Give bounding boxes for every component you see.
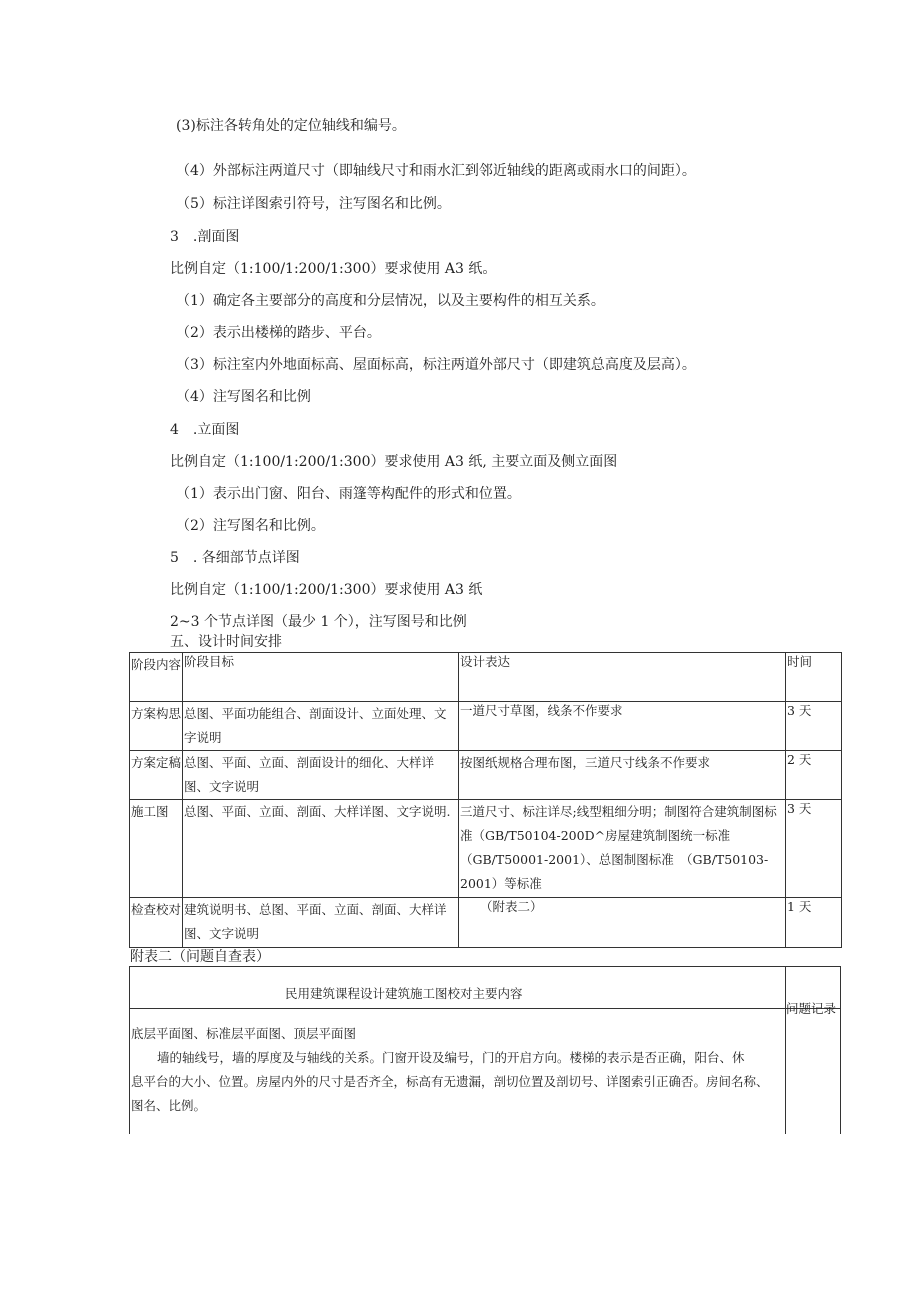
text-line: 比例自定（1:100/1:200/1:300）要求使用 A3 纸: [170, 582, 483, 598]
time-cell: 3 天: [786, 800, 842, 898]
stage-cell: 检查校对: [130, 898, 183, 948]
section-heading: 五、设计时间安排: [170, 634, 282, 650]
text-line: （1）表示出门窗、阳台、雨篷等构配件的形式和位置。: [176, 486, 521, 502]
text-line: （5）标注详图索引符号，注写图名和比例。: [176, 196, 451, 212]
section-heading: 4 .立面图: [170, 422, 240, 438]
table-row: [130, 898, 842, 948]
time-cell: 1 天: [786, 898, 842, 948]
expression-cell: （附表二）: [459, 898, 786, 948]
time-cell: 3 天: [786, 702, 842, 751]
stage-cell: 施工图: [130, 800, 183, 898]
goal-cell: 总图、平面功能组合、剖面设计、立面处理、文字说明: [183, 702, 459, 751]
expression-cell: 一道尺寸草图，线条不作要求: [459, 702, 786, 751]
appendix-title: 附表二（问题自查表）: [130, 949, 270, 965]
checklist-table: [129, 966, 841, 1134]
goal-cell: 总图、平面、立面、剖面、大样详图、文字说明.: [183, 800, 459, 898]
checklist-divider: [785, 966, 786, 1134]
checklist-section: 底层平面图、标准层平面图、顶层平面图: [131, 1026, 357, 1041]
text-line: （2）注写图名和比例。: [176, 518, 325, 534]
text-line: 比例自定（1:100/1:200/1:300）要求使用 A3 纸, 主要立面及侧立面图: [170, 454, 618, 470]
checklist-body-line: 墙的轴线号，墙的厚度及与轴线的关系。门窗开设及编号，门的开启方向。楼梯的表示是否正确，阳台、休: [157, 1050, 745, 1065]
table-row: [130, 751, 842, 800]
schedule-table: [129, 652, 842, 948]
checklist-body-line: 息平台的大小、位置。房屋内外的尺寸是否齐全，标高有无遗漏，剖切位置及剖切号、详图索引正确否。房间名称、: [131, 1074, 769, 1089]
goal-cell: 建筑说明书、总图、平面、立面、剖面、大样详图、文字说明: [183, 898, 459, 948]
header-cell: 阶段内容: [130, 653, 183, 702]
checklist-title: 民用建筑课程设计建筑施工图校对主要内容: [285, 986, 523, 1001]
header-cell: 设计表达: [459, 653, 786, 702]
section-heading: 5 . 各细部节点详图: [170, 550, 300, 566]
text-line: （3）标注室内外地面标高、屋面标高，标注两道外部尺寸（即建筑总高度及层高）。: [176, 357, 696, 373]
checklist-body-line: 图名、比例。: [131, 1098, 207, 1113]
header-cell: 阶段目标: [183, 653, 459, 702]
record-header: 问题记录: [786, 1001, 837, 1016]
text-line: 2~3 个节点详图（最少 1 个），注写图号和比例: [170, 614, 467, 630]
text-line: （1）确定各主要部分的高度和分层情况，以及主要构件的相互关系。: [176, 293, 605, 309]
goal-cell: 总图、平面、立面、剖面设计的细化、大样详图、文字说明: [183, 751, 459, 800]
expression-cell: 三道尺寸、标注详尽;线型粗细分明；制图符合建筑制图标准（GB/T50104-200D^房屋建筑制图统一标准（GB/T50001-2001）、总图制图标准 （GB/T50103-2001）等标准: [459, 800, 786, 898]
text-line: （4）注写图名和比例: [176, 389, 311, 405]
time-cell: 2 天: [786, 751, 842, 800]
checklist-header-rule: [129, 1008, 841, 1009]
section-heading: 3 .剖面图: [170, 229, 240, 245]
text-line: 比例自定（1:100/1:200/1:300）要求使用 A3 纸。: [170, 261, 497, 277]
table-row: [130, 800, 842, 898]
text-line: (3)标注各转角处的定位轴线和编号。: [176, 118, 406, 134]
table-row: [130, 702, 842, 751]
text-line: （4）外部标注两道尺寸（即轴线尺寸和雨水汇到邻近轴线的距离或雨水口的间距）。: [176, 163, 696, 179]
header-cell: 时间: [786, 653, 842, 702]
expression-cell: 按图纸规格合理布图，三道尺寸线条不作要求: [459, 751, 786, 800]
stage-cell: 方案定稿: [130, 751, 183, 800]
table-header-row: [130, 653, 842, 702]
stage-cell: 方案构思: [130, 702, 183, 751]
text-line: （2）表示出楼梯的踏步、平台。: [176, 325, 381, 341]
